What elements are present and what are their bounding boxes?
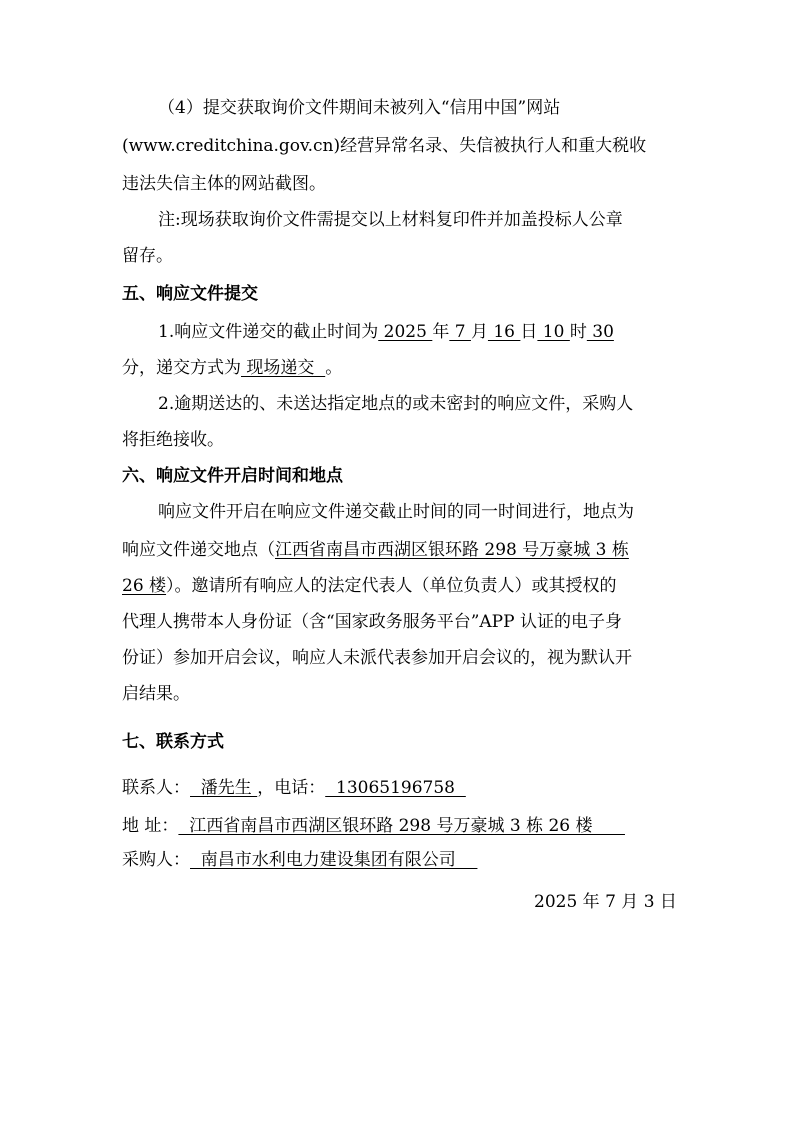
opening-invite-text: ）。邀请所有响应人的法定代表人（单位负责人）或其授权的 <box>166 576 617 596</box>
deadline-day: 16 <box>487 322 521 342</box>
section5-item2-line2: 将拒绝接收。 <box>122 430 224 450</box>
para-item4-line2: (www.creditchina.gov.cn)经营异常名录、失信被执行人和重大税收 <box>122 136 647 156</box>
contact-name: 潘先生 <box>190 778 258 798</box>
deadline-minute: 30 <box>586 322 614 342</box>
section5-heading: 五、响应文件提交 <box>122 284 258 304</box>
buyer-label: 采购人： <box>122 850 190 870</box>
submission-method-end: 。 <box>325 358 343 378</box>
opening-address-part1: 江西省南昌市西湖区银环路 298 号万豪城 3 栋 <box>275 540 629 560</box>
section6-line1: 响应文件开启在响应文件递交截止时间的同一时间进行，地点为 <box>158 502 634 522</box>
deadline-prefix: 1.响应文件递交的截止时间为 <box>158 322 379 342</box>
deadline-year: 2025 <box>378 322 433 342</box>
address-label: 地 址： <box>122 816 179 836</box>
section6-line3 <box>122 574 617 598</box>
section6-line4: 代理人携带本人身份证（含“国家政务服务平台”APP 认证的电子身 <box>122 612 622 632</box>
section5-item1-line2 <box>122 356 342 380</box>
opening-address-part2: 26 楼 <box>122 576 167 596</box>
deadline-minute-unit: 分，递交方式为 <box>122 358 241 378</box>
contact-address: 江西省南昌市西湖区银环路 298 号万豪城 3 栋 26 楼 <box>178 816 625 836</box>
contact-phone: 13065196758 <box>325 778 466 798</box>
deadline-hour: 10 <box>537 322 570 342</box>
para-item4-line1: （4）提交获取询价文件期间未被列入“信用中国”网站 <box>158 98 561 118</box>
section7-heading: 七、联系方式 <box>122 732 224 752</box>
opening-place-prefix: 响应文件递交地点（ <box>122 540 275 560</box>
section6-line6: 启结果。 <box>122 684 190 704</box>
para-item4-line3: 违法失信主体的网站截图。 <box>122 174 326 194</box>
address-line <box>122 814 625 838</box>
section6-line2 <box>122 538 629 562</box>
deadline-month: 7 <box>449 322 471 342</box>
note-line1: 注:现场获取询价文件需提交以上材料复印件并加盖投标人公章 <box>158 210 623 230</box>
buyer-name: 南昌市水利电力建设集团有限公司 <box>190 850 478 870</box>
submission-method: 现场递交 <box>241 358 326 378</box>
contact-line <box>122 776 466 800</box>
deadline-month-unit: 月 <box>470 322 488 342</box>
deadline-hour-unit: 时 <box>569 322 587 342</box>
section5-item1-line1 <box>158 320 614 344</box>
note-line2: 留存。 <box>122 246 173 266</box>
buyer-line <box>122 848 477 872</box>
section6-line5: 份证）参加开启会议，响应人未派代表参加开启会议的，视为默认开 <box>122 648 632 668</box>
contact-label: 联系人： <box>122 778 190 798</box>
document-date: 2025 年 7 月 3 日 <box>534 892 677 912</box>
deadline-year-unit: 年 <box>432 322 450 342</box>
section6-heading: 六、响应文件开启时间和地点 <box>122 466 343 486</box>
section5-item2-line1: 2.逾期送达的、未送达指定地点的或未密封的响应文件，采购人 <box>158 394 634 414</box>
deadline-day-unit: 日 <box>520 322 538 342</box>
phone-label: ，电话： <box>257 778 326 798</box>
